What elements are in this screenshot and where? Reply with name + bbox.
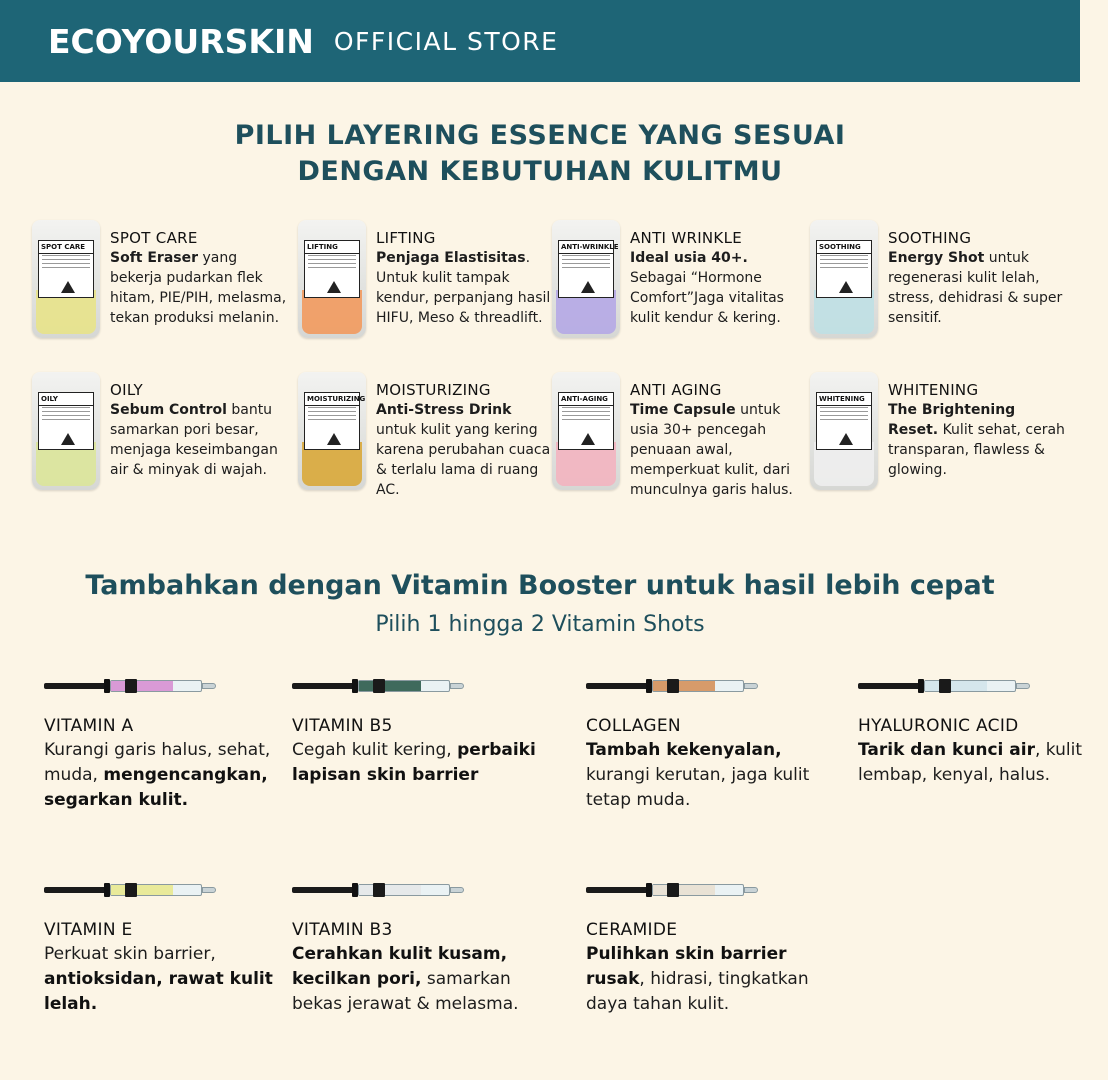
syringe-image — [586, 882, 758, 898]
essence-card — [810, 220, 1070, 370]
essence-description — [630, 400, 808, 500]
pouch-label — [816, 240, 872, 298]
pouch-label-name: SPOT CARE — [39, 241, 93, 254]
syringe-barrel — [110, 884, 202, 896]
vitamin-name: VITAMIN A — [44, 716, 134, 736]
syringe-cap — [125, 883, 137, 897]
essence-detail: yang bekerja pudarkan flek hitam, PIE/PIH, melasma, tekan produksi melanin. — [110, 250, 287, 326]
vitamin-card — [292, 882, 542, 1017]
syringe-tip — [744, 887, 758, 893]
vitamin-description — [586, 942, 836, 1017]
syringe-fill — [359, 681, 421, 691]
essence-highlight: Sebum Control — [110, 402, 227, 418]
pouch-label — [38, 392, 94, 450]
syringe-plunger — [586, 887, 648, 893]
vitamin-description — [858, 738, 1108, 788]
vitamin-desc-part: kurangi kerutan, jaga kulit tetap muda. — [586, 765, 810, 810]
syringe-cap — [373, 883, 385, 897]
syringe-cap — [667, 679, 679, 693]
syringe-image — [586, 678, 758, 694]
syringe-barrel — [652, 680, 744, 692]
vitamin-desc-part: Perkuat skin barrier, — [44, 944, 216, 964]
essence-highlight: Energy Shot — [888, 250, 985, 266]
vitamin-name: VITAMIN B5 — [292, 716, 393, 736]
vitamin-section-title: Tambahkan dengan Vitamin Booster untuk hasil lebih cepat — [85, 570, 995, 601]
essence-detail: untuk regenerasi kulit lelah, stress, dehidrasi & super sensitif. — [888, 250, 1063, 326]
essence-card — [32, 372, 292, 522]
flask-icon — [61, 433, 75, 445]
essence-description — [888, 400, 1066, 480]
essence-detail: . Untuk kulit tampak kendur, perpanjang hasil HIFU, Meso & threadlift. — [376, 250, 551, 326]
flask-icon — [839, 281, 853, 293]
pouch-label-name: ANTI-AGING — [559, 393, 613, 406]
essence-text — [630, 228, 808, 328]
essence-name: LIFTING — [376, 229, 436, 247]
essence-highlight: Soft Eraser — [110, 250, 199, 266]
flask-icon — [61, 281, 75, 293]
pouch-label-lines — [42, 255, 90, 271]
vitamin-card — [44, 678, 294, 813]
vitamin-description — [586, 738, 836, 813]
syringe-plunger — [858, 683, 920, 689]
vitamin-name: HYALURONIC ACID — [858, 716, 1019, 736]
essence-pouch-image — [298, 372, 366, 490]
vitamin-section-subtitle: Pilih 1 hingga 2 Vitamin Shots — [375, 612, 705, 637]
syringe-cap — [125, 679, 137, 693]
syringe-image — [44, 882, 216, 898]
pouch-label-name: ANTI-WRINKLE — [559, 241, 613, 254]
vitamin-desc-part: , hidrasi, tingkatkan daya tahan kulit. — [586, 969, 809, 1014]
syringe-tip — [450, 887, 464, 893]
vitamin-desc-part: perbaiki lapisan skin barrier — [292, 740, 536, 785]
vitamin-desc-part: Kurangi garis halus, sehat, muda, — [44, 740, 271, 785]
pouch-label-name: MOISTURIZING — [305, 393, 359, 406]
syringe-plunger — [44, 683, 106, 689]
pouch-label — [558, 240, 619, 298]
pouch-label-name: WHITENING — [817, 393, 871, 406]
vitamin-desc-part: Tambah kekenyalan, — [586, 740, 782, 760]
pouch-label-lines — [820, 255, 868, 271]
essence-text — [888, 380, 1066, 480]
essence-detail: untuk kulit yang kering karena perubahan cuaca & terlalu lama di ruang AC. — [376, 422, 551, 498]
pouch-label-name: LIFTING — [305, 241, 359, 254]
vitamin-desc-part: Pulihkan skin barrier rusak — [586, 944, 787, 989]
essence-text — [376, 228, 554, 328]
pouch-label-lines — [42, 407, 90, 423]
essence-text — [376, 380, 554, 500]
pouch-label — [558, 392, 614, 450]
pouch-label-name: OILY — [39, 393, 93, 406]
essence-detail: untuk usia 30+ pencegah penuaan awal, memperkuat kulit, dari munculnya garis halus. — [630, 402, 793, 498]
essence-description — [376, 248, 554, 328]
essence-description — [888, 248, 1066, 328]
syringe-cap — [373, 679, 385, 693]
syringe-tip — [202, 683, 216, 689]
syringe-fill — [653, 885, 715, 895]
essence-name: ANTI WRINKLE — [630, 229, 743, 247]
flask-icon — [581, 433, 595, 445]
pouch-label — [816, 392, 872, 450]
vitamin-name: VITAMIN B3 — [292, 920, 393, 940]
syringe-barrel — [358, 680, 450, 692]
syringe-barrel — [652, 884, 744, 896]
essence-name: SPOT CARE — [110, 229, 198, 247]
syringe-fill — [653, 681, 715, 691]
pouch-label-name: SOOTHING — [817, 241, 871, 254]
essence-name: WHITENING — [888, 381, 979, 399]
essence-detail: bantu samarkan pori besar, menjaga keseimbangan air & minyak di wajah. — [110, 402, 278, 478]
syringe-barrel — [358, 884, 450, 896]
essence-pouch-image — [810, 372, 878, 490]
vitamin-description — [44, 738, 294, 813]
essence-highlight: Anti-Stress Drink — [376, 402, 512, 418]
syringe-plunger — [292, 887, 354, 893]
header-bar — [0, 0, 1080, 82]
pouch-label — [38, 240, 94, 298]
vitamin-card — [858, 678, 1108, 788]
syringe-fill — [111, 885, 173, 895]
essence-pouch-image — [32, 372, 100, 490]
essence-section-title — [0, 118, 1080, 190]
pouch-label-lines — [562, 255, 610, 271]
essence-pouch-image — [552, 220, 620, 338]
essence-name: OILY — [110, 381, 143, 399]
syringe-cap — [667, 883, 679, 897]
essence-title-line-2: DENGAN KEBUTUHAN KULITMU — [297, 156, 783, 187]
essence-detail: Sebagai “Hormone Comfort”Jaga vitalitas kulit kendur & kering. — [630, 270, 784, 326]
pouch-label-lines — [562, 407, 610, 423]
pouch-label — [304, 392, 366, 450]
essence-highlight: The Brightening Reset. — [888, 402, 1016, 438]
essence-text — [888, 228, 1066, 328]
vitamin-name: VITAMIN E — [44, 920, 133, 940]
essence-detail: Kulit sehat, cerah transparan, flawless & glowing. — [888, 422, 1065, 478]
vitamin-description — [292, 942, 542, 1017]
flask-icon — [839, 433, 853, 445]
essence-name: SOOTHING — [888, 229, 972, 247]
syringe-plunger — [586, 683, 648, 689]
vitamin-name: CERAMIDE — [586, 920, 678, 940]
vitamin-description — [292, 738, 542, 788]
essence-text — [630, 380, 808, 500]
flask-icon — [327, 281, 341, 293]
syringe-tip — [202, 887, 216, 893]
essence-pouch-image — [552, 372, 620, 490]
syringe-tip — [450, 683, 464, 689]
essence-highlight: Time Capsule — [630, 402, 736, 418]
essence-card — [298, 220, 558, 370]
syringe-tip — [744, 683, 758, 689]
essence-description — [630, 248, 808, 328]
essence-description — [110, 400, 288, 480]
essence-highlight: Penjaga Elastisitas — [376, 250, 526, 266]
vitamin-name: COLLAGEN — [586, 716, 681, 736]
vitamin-desc-part: Tarik dan kunci air — [858, 740, 1035, 760]
essence-highlight: Ideal usia 40+. — [630, 250, 748, 266]
syringe-cap — [939, 679, 951, 693]
vitamin-desc-part: Cegah kulit kering, — [292, 740, 458, 760]
pouch-label-lines — [308, 255, 356, 271]
vitamin-card — [586, 882, 836, 1017]
essence-card — [810, 372, 1070, 522]
vitamin-card — [44, 882, 294, 1017]
syringe-barrel — [110, 680, 202, 692]
syringe-image — [292, 882, 464, 898]
syringe-barrel — [924, 680, 1016, 692]
essence-text — [110, 228, 288, 328]
syringe-fill — [359, 885, 421, 895]
essence-name: ANTI AGING — [630, 381, 722, 399]
essence-card — [552, 372, 812, 522]
pouch-label — [304, 240, 360, 298]
essence-pouch-image — [810, 220, 878, 338]
pouch-label-lines — [820, 407, 868, 423]
flask-icon — [327, 433, 341, 445]
vitamin-card — [292, 678, 542, 788]
brand-logo: ECOYOURSKIN — [48, 21, 314, 61]
essence-card — [298, 372, 558, 522]
vitamin-card — [586, 678, 836, 813]
store-label: OFFICIAL STORE — [333, 26, 559, 56]
flask-icon — [581, 281, 595, 293]
vitamin-desc-part: antioksidan, rawat kulit lelah. — [44, 969, 273, 1014]
essence-name: MOISTURIZING — [376, 381, 491, 399]
essence-description — [376, 400, 554, 500]
syringe-plunger — [292, 683, 354, 689]
essence-description — [110, 248, 288, 328]
syringe-image — [292, 678, 464, 694]
essence-text — [110, 380, 288, 480]
vitamin-desc-part: mengencangkan, segarkan kulit. — [44, 765, 268, 810]
syringe-image — [858, 678, 1030, 694]
vitamin-desc-part: samarkan bekas jerawat & melasma. — [292, 969, 519, 1014]
essence-title-line-1: PILIH LAYERING ESSENCE YANG SESUAI — [234, 120, 846, 151]
syringe-image — [44, 678, 216, 694]
syringe-tip — [1016, 683, 1030, 689]
syringe-fill — [925, 681, 987, 691]
vitamin-desc-part: , kulit lembap, kenyal, halus. — [858, 740, 1083, 785]
pouch-label-lines — [308, 407, 356, 423]
syringe-fill — [111, 681, 173, 691]
essence-card — [552, 220, 812, 370]
essence-pouch-image — [32, 220, 100, 338]
vitamin-description — [44, 942, 294, 1017]
essence-card — [32, 220, 292, 370]
essence-pouch-image — [298, 220, 366, 338]
vitamin-desc-part: Cerahkan kulit kusam, kecilkan pori, — [292, 944, 508, 989]
syringe-plunger — [44, 887, 106, 893]
